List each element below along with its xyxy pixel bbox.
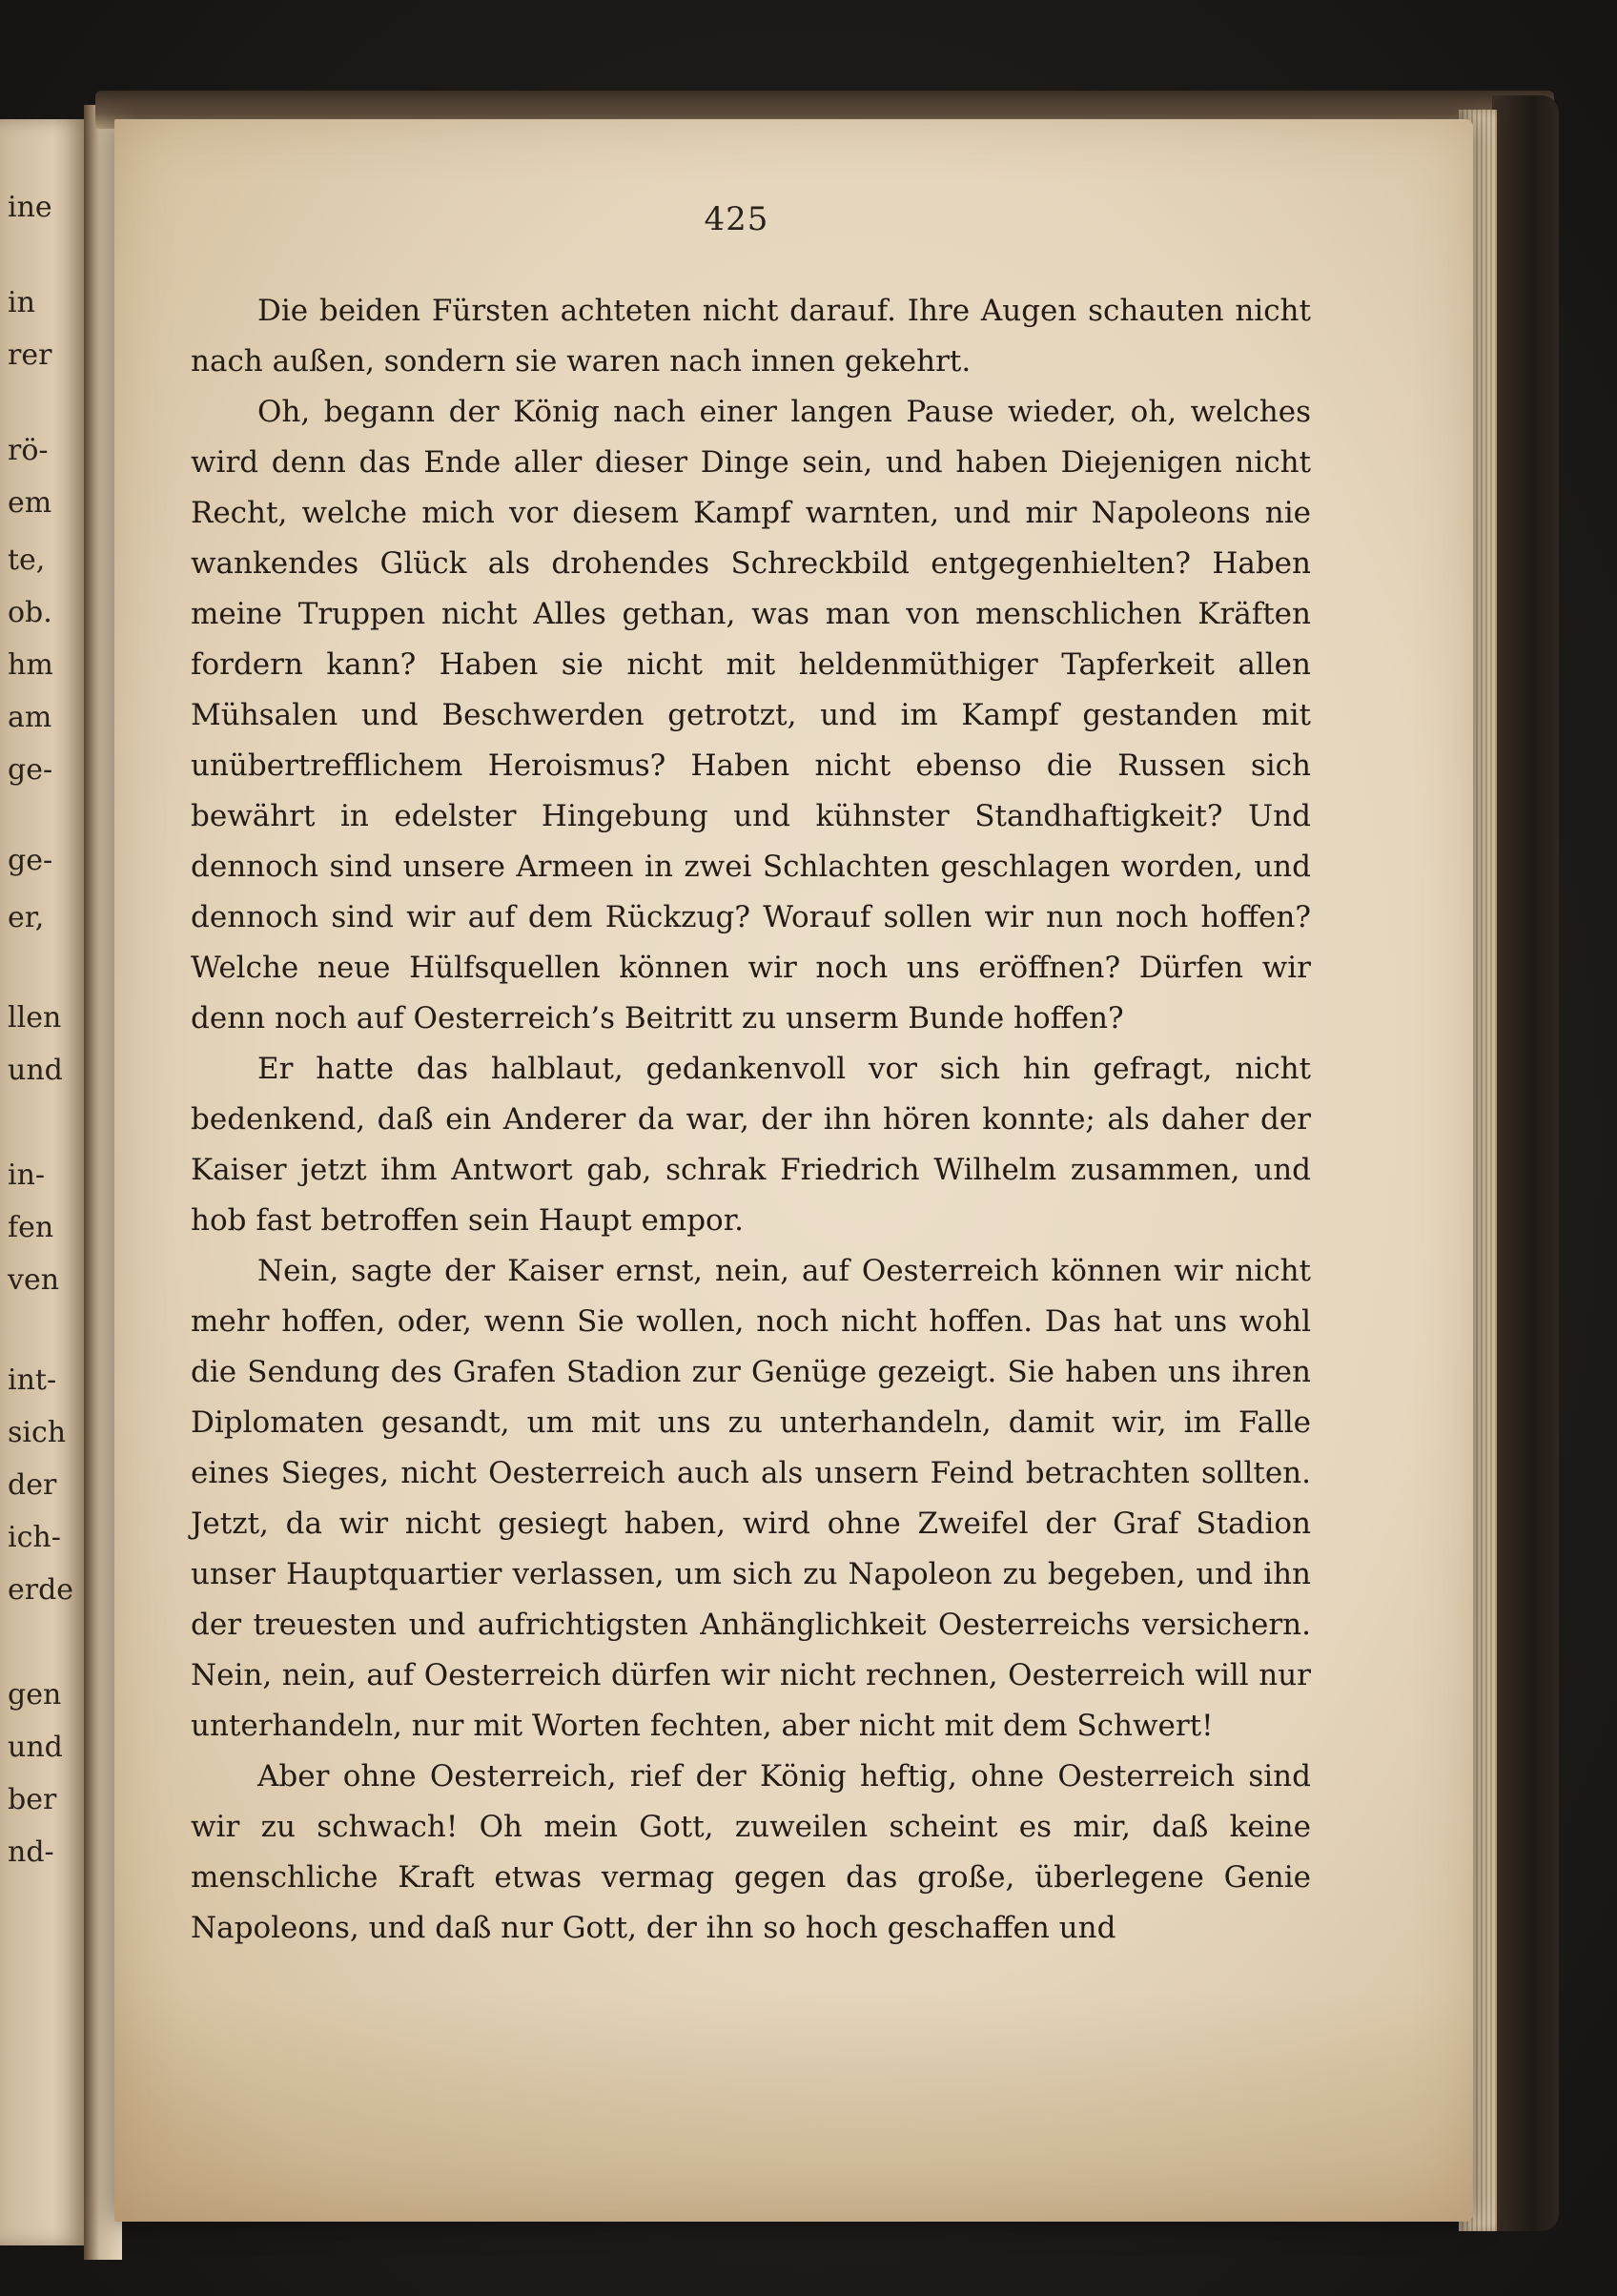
- left-page-fragment: rer: [8, 338, 52, 372]
- left-page-fragment: te,: [8, 543, 46, 577]
- left-page-fragment: am: [8, 701, 52, 734]
- page-number: 425: [704, 200, 769, 238]
- left-page-fragments: [0, 119, 88, 2245]
- left-page-fragment: rö-: [8, 434, 49, 467]
- left-page-fragment: fen: [8, 1211, 54, 1244]
- left-page-fragment: ven: [8, 1263, 60, 1297]
- left-page-fragment: sich: [8, 1416, 67, 1449]
- page-stain: [114, 1993, 1473, 2222]
- paragraph-2: Oh, begann der König nach einer langen Pause wieder, oh, welches wird denn das Ende aller dieser Dinge sein, und haben Diejenigen nicht Recht, welche mich vor diesem Kampf warnten, und mir Napoleons nie wankendes Glück als drohendes Schreckbild entgegenhielten? Haben meine Truppen nicht Alles gethan, was man von menschlichen Kräften fordern kann? Haben sie nicht mit heldenmüthiger Tapferkeit allen Mühsalen und Beschwerden getrotzt, und im Kampf gestanden mit unübertrefflichem Heroismus? Haben nicht ebenso die Russen sich bewährt in edelster Hingebung und kühnster Standhaftigkeit? Und dennoch sind unsere Armeen in zwei Schlachten geschlagen worden, und dennoch sind wir auf dem Rückzug? Worauf sollen wir nun noch hoffen? Welche neue Hülfsquellen können wir noch uns eröffnen? Dürfen wir denn noch auf Oesterreich’s Beitritt zu unserm Bunde hoffen?: [191, 395, 1311, 1035]
- left-page-fragment: ge-: [8, 844, 53, 877]
- left-page: [0, 119, 88, 2245]
- book-cover-edge: [1492, 95, 1559, 2231]
- left-page-fragment: gen: [8, 1678, 62, 1712]
- paragraph-1: Die beiden Fürsten achteten nicht darauf. Ihre Augen schauten nicht nach außen, sondern sie waren nach innen gekehrt.: [191, 294, 1311, 379]
- left-page-fragment: erde: [8, 1573, 74, 1607]
- left-page-fragment: ob.: [8, 596, 52, 629]
- left-page-fragment: nd-: [8, 1835, 54, 1869]
- left-page-fragment: und: [8, 1054, 63, 1087]
- left-page-fragment: em: [8, 486, 52, 520]
- left-page-fragment: er,: [8, 901, 45, 934]
- left-page-fragment: ich-: [8, 1521, 61, 1554]
- left-page-fragment: ge-: [8, 753, 53, 787]
- left-page-fragment: ber: [8, 1783, 57, 1816]
- left-page-fragment: int-: [8, 1363, 57, 1397]
- page-text: [191, 286, 1311, 1954]
- paragraph-5: Aber ohne Oesterreich, rief der König heftig, ohne Oesterreich sind wir zu schwach! Oh mein Gott, zuweilen scheint es mir, daß keine menschliche Kraft etwas vermag gegen das große, überlegene Genie Napoleons, und daß nur Gott, der ihn so hoch geschaffen und: [191, 1759, 1311, 1945]
- left-page-fragment: und: [8, 1731, 63, 1764]
- left-page-fragment: der: [8, 1468, 57, 1502]
- paragraph-4: Nein, sagte der Kaiser ernst, nein, auf Oesterreich können wir nicht mehr hoffen, oder, wenn Sie wollen, noch nicht hoffen. Das hat uns wohl die Sendung des Grafen Stadion zur Genüge gezeigt. Sie haben uns ihren Diplomaten gesandt, um mit uns zu unterhandeln, damit wir, im Falle eines Sieges, nicht Oesterreich auch als unsern Feind betrachten sollten. Jetzt, da wir nicht gesiegt haben, wird ohne Zweifel der Graf Stadion unser Hauptquartier verlassen, um sich zu Napoleon zu begeben, und ihn der treuesten und aufrichtigsten Anhänglichkeit Oesterreichs versichern. Nein, nein, auf Oesterreich dürfen wir nicht rechnen, Oesterreich will nur unterhandeln, nur mit Worten fechten, aber nicht mit dem Schwert!: [191, 1254, 1311, 1743]
- left-page-fragment: llen: [8, 1001, 62, 1035]
- left-page-fragment: ine: [8, 191, 52, 224]
- left-page-fragment: in-: [8, 1158, 46, 1192]
- left-page-fragment: hm: [8, 648, 53, 682]
- left-page-fragment: in: [8, 286, 35, 319]
- paragraph-3: Er hatte das halblaut, gedankenvoll vor sich hin gefragt, nicht bedenkend, daß ein Anderer da war, der ihn hören konnte; als daher der Kaiser jetzt ihm Antwort gab, schrak Friedrich Wilhelm zusammen, und hob fast betroffen sein Haupt empor.: [191, 1052, 1311, 1238]
